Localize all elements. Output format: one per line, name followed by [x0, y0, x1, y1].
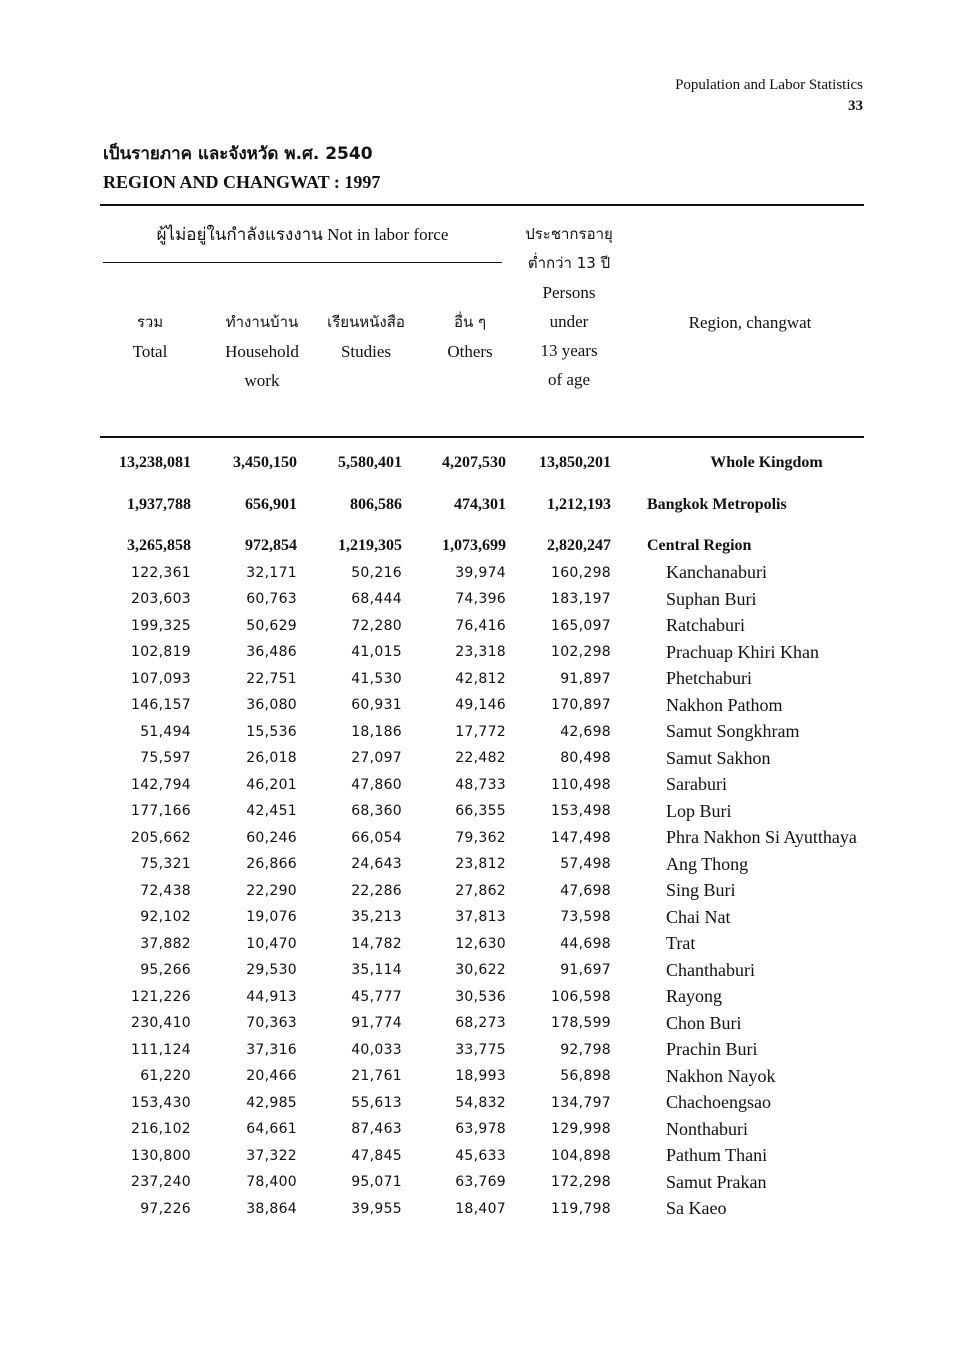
cell-household: 19,076 [246, 909, 297, 926]
cell-under13: 134,797 [551, 1094, 611, 1111]
cell-region-name: Chanthaburi [666, 959, 755, 980]
cell-region-name: Phra Nakhon Si Ayutthaya [666, 827, 857, 848]
cell-region-name: Lop Buri [666, 800, 732, 821]
cell-household: 656,901 [245, 495, 297, 513]
cell-region-name: Saraburi [666, 774, 727, 795]
col-header-under13-en2: under [549, 312, 589, 331]
cell-others: 63,978 [455, 1121, 506, 1138]
cell-household: 3,450,150 [233, 454, 297, 472]
col-header-under13 [516, 220, 622, 394]
cell-under13: 170,897 [551, 697, 611, 714]
cell-total: 75,321 [140, 856, 191, 873]
cell-studies: 806,586 [350, 495, 402, 513]
cell-region-name: Nakhon Nayok [666, 1065, 776, 1086]
spanner-header-text: ผู้ไม่อยู่ในกำลังแรงงาน Not in labor force [156, 225, 449, 244]
cell-others: 18,407 [455, 1200, 506, 1217]
table-row [100, 477, 886, 519]
cell-studies: 39,955 [351, 1200, 402, 1217]
cell-household: 44,913 [246, 988, 297, 1005]
table-row [100, 586, 886, 613]
cell-household: 10,470 [246, 935, 297, 952]
cell-others: 48,733 [455, 776, 506, 793]
table-row [100, 904, 886, 931]
table-title-thai: เป็นรายภาค และจังหวัด พ.ศ. 2540 [103, 144, 373, 164]
col-header-others-thai: อื่น ๆ [453, 313, 487, 331]
cell-total: 177,166 [131, 803, 191, 820]
cell-under13: 106,598 [551, 988, 611, 1005]
col-header-studies [315, 308, 417, 366]
cell-studies: 60,931 [351, 697, 402, 714]
cell-under13: 119,798 [551, 1200, 611, 1217]
cell-others: 23,812 [455, 856, 506, 873]
cell-household: 22,290 [246, 882, 297, 899]
table-row [100, 984, 886, 1011]
cell-household: 70,363 [246, 1015, 297, 1032]
cell-studies: 18,186 [351, 723, 402, 740]
cell-region-name: Sing Buri [666, 880, 736, 901]
cell-total: 146,157 [131, 697, 191, 714]
cell-others: 68,273 [455, 1015, 506, 1032]
table-row [100, 1090, 886, 1117]
cell-region-name: Prachin Buri [666, 1039, 758, 1060]
cell-household: 64,661 [246, 1121, 297, 1138]
cell-under13: 56,898 [560, 1068, 611, 1085]
cell-studies: 68,360 [351, 803, 402, 820]
cell-others: 30,622 [455, 962, 506, 979]
col-header-under13-en3: 13 years [540, 341, 598, 360]
col-header-studies-en: Studies [340, 342, 392, 361]
cell-studies: 91,774 [351, 1015, 402, 1032]
cell-others: 76,416 [455, 617, 506, 634]
cell-region-name: Suphan Buri [666, 588, 757, 609]
cell-region-name: Chai Nat [666, 906, 731, 927]
page-number: 33 [848, 98, 863, 114]
cell-others: 79,362 [455, 829, 506, 846]
cell-total: 142,794 [131, 776, 191, 793]
cell-studies: 27,097 [351, 750, 402, 767]
table-row [100, 518, 886, 560]
cell-studies: 45,777 [351, 988, 402, 1005]
cell-total: 230,410 [131, 1015, 191, 1032]
cell-others: 54,832 [455, 1094, 506, 1111]
cell-others: 17,772 [455, 723, 506, 740]
cell-household: 36,080 [246, 697, 297, 714]
cell-total: 1,937,788 [127, 495, 191, 513]
cell-total: 130,800 [131, 1147, 191, 1164]
cell-total: 205,662 [131, 829, 191, 846]
cell-household: 50,629 [246, 617, 297, 634]
cell-region-name: Central Region [647, 537, 752, 555]
cell-under13: 165,097 [551, 617, 611, 634]
cell-region-name: Chachoengsao [666, 1092, 771, 1113]
cell-under13: 13,850,201 [539, 454, 611, 472]
cell-under13: 2,820,247 [547, 537, 611, 555]
cell-others: 63,769 [455, 1174, 506, 1191]
cell-studies: 35,114 [351, 962, 402, 979]
cell-under13: 183,197 [551, 591, 611, 608]
cell-others: 30,536 [455, 988, 506, 1005]
cell-household: 42,451 [246, 803, 297, 820]
data-table [100, 450, 886, 1222]
cell-under13: 147,498 [551, 829, 611, 846]
running-head [675, 75, 863, 117]
cell-under13: 178,599 [551, 1015, 611, 1032]
cell-region-name: Trat [666, 933, 696, 954]
col-header-under13-en4: of age [547, 370, 590, 389]
table-row [100, 1010, 886, 1037]
cell-under13: 172,298 [551, 1174, 611, 1191]
cell-total: 13,238,081 [119, 454, 191, 472]
table-row [100, 719, 886, 746]
cell-under13: 91,697 [560, 962, 611, 979]
col-header-under13-thai2: ต่ำกว่า 13 ปี [527, 254, 611, 272]
top-rule [100, 204, 864, 206]
cell-under13: 42,698 [560, 723, 611, 740]
cell-under13: 80,498 [560, 750, 611, 767]
cell-studies: 66,054 [351, 829, 402, 846]
cell-region-name: Whole Kingdom [710, 454, 823, 472]
cell-total: 51,494 [140, 723, 191, 740]
cell-studies: 1,219,305 [338, 537, 402, 555]
table-row [100, 772, 886, 799]
cell-under13: 1,212,193 [547, 495, 611, 513]
cell-total: 111,124 [131, 1041, 191, 1058]
col-header-under13-en1: Persons [542, 283, 596, 302]
cell-region-name: Samut Sakhon [666, 747, 771, 768]
cell-household: 46,201 [246, 776, 297, 793]
cell-others: 27,862 [455, 882, 506, 899]
cell-studies: 24,643 [351, 856, 402, 873]
cell-others: 22,482 [455, 750, 506, 767]
table-row [100, 560, 886, 587]
table-row [100, 745, 886, 772]
cell-household: 78,400 [246, 1174, 297, 1191]
header-bottom-rule [100, 436, 864, 438]
cell-total: 203,603 [131, 591, 191, 608]
cell-region-name: Samut Prakan [666, 1171, 767, 1192]
col-header-household-en2: work [244, 371, 280, 390]
data-table-body [100, 450, 886, 1222]
cell-others: 49,146 [455, 697, 506, 714]
cell-others: 66,355 [455, 803, 506, 820]
cell-studies: 5,580,401 [338, 454, 402, 472]
cell-region-name: Rayong [666, 986, 722, 1007]
cell-under13: 57,498 [560, 856, 611, 873]
cell-total: 102,819 [131, 644, 191, 661]
spanner-header [103, 220, 502, 249]
cell-household: 15,536 [246, 723, 297, 740]
cell-household: 22,751 [246, 670, 297, 687]
cell-household: 60,246 [246, 829, 297, 846]
cell-under13: 160,298 [551, 564, 611, 581]
cell-household: 38,864 [246, 1200, 297, 1217]
table-title [103, 140, 380, 196]
cell-others: 474,301 [454, 495, 506, 513]
cell-studies: 47,860 [351, 776, 402, 793]
cell-others: 45,633 [455, 1147, 506, 1164]
cell-total: 199,325 [131, 617, 191, 634]
cell-under13: 129,998 [551, 1121, 611, 1138]
cell-region-name: Nakhon Pathom [666, 694, 783, 715]
table-title-english: REGION AND CHANGWAT : 1997 [103, 172, 381, 192]
cell-studies: 40,033 [351, 1041, 402, 1058]
table-row [100, 1169, 886, 1196]
table-row [100, 613, 886, 640]
col-header-household-thai: ทำงานบ้าน [225, 313, 299, 331]
cell-under13: 91,897 [560, 670, 611, 687]
cell-studies: 14,782 [351, 935, 402, 952]
cell-studies: 41,015 [351, 644, 402, 661]
table-row [100, 1196, 886, 1223]
cell-total: 237,240 [131, 1174, 191, 1191]
cell-studies: 50,216 [351, 564, 402, 581]
cell-region-name: Nonthaburi [666, 1118, 748, 1139]
cell-household: 42,985 [246, 1094, 297, 1111]
table-row [100, 1116, 886, 1143]
cell-under13: 104,898 [551, 1147, 611, 1164]
cell-region-name: Sa Kaeo [666, 1198, 727, 1219]
col-header-total-thai: รวม [136, 313, 164, 331]
cell-studies: 21,761 [351, 1068, 402, 1085]
cell-studies: 35,213 [351, 909, 402, 926]
cell-total: 61,220 [140, 1068, 191, 1085]
col-header-household [208, 308, 316, 395]
cell-studies: 47,845 [351, 1147, 402, 1164]
col-header-region-text: Region, changwat [688, 313, 812, 332]
cell-under13: 102,298 [551, 644, 611, 661]
spanner-rule [103, 262, 502, 263]
cell-total: 153,430 [131, 1094, 191, 1111]
table-row [100, 957, 886, 984]
cell-region-name: Bangkok Metropolis [647, 495, 787, 513]
cell-region-name: Prachuap Khiri Khan [666, 641, 819, 662]
col-header-household-en: Household [225, 342, 299, 361]
cell-total: 92,102 [140, 909, 191, 926]
running-head-subject: Population and Labor Statistics [675, 77, 863, 93]
cell-region-name: Samut Songkhram [666, 721, 800, 742]
cell-under13: 73,598 [560, 909, 611, 926]
cell-others: 39,974 [455, 564, 506, 581]
cell-others: 33,775 [455, 1041, 506, 1058]
cell-studies: 87,463 [351, 1121, 402, 1138]
cell-total: 121,226 [131, 988, 191, 1005]
cell-studies: 95,071 [351, 1174, 402, 1191]
table-row [100, 878, 886, 905]
cell-under13: 92,798 [560, 1041, 611, 1058]
cell-studies: 68,444 [351, 591, 402, 608]
table-row [100, 825, 886, 852]
cell-others: 42,812 [455, 670, 506, 687]
table-row [100, 639, 886, 666]
table-row [100, 1143, 886, 1170]
cell-under13: 44,698 [560, 935, 611, 952]
col-header-studies-thai: เรียนหนังสือ [327, 313, 405, 331]
cell-total: 216,102 [131, 1121, 191, 1138]
table-row [100, 666, 886, 693]
cell-household: 972,854 [245, 537, 297, 555]
cell-under13: 110,498 [551, 776, 611, 793]
table-row [100, 450, 886, 477]
cell-studies: 55,613 [351, 1094, 402, 1111]
cell-household: 60,763 [246, 591, 297, 608]
cell-others: 1,073,699 [442, 537, 506, 555]
cell-region-name: Chon Buri [666, 1012, 742, 1033]
cell-total: 122,361 [131, 564, 191, 581]
table-row [100, 798, 886, 825]
cell-household: 37,316 [246, 1041, 297, 1058]
cell-under13: 47,698 [560, 882, 611, 899]
cell-region-name: Pathum Thani [666, 1145, 768, 1166]
cell-household: 26,866 [246, 856, 297, 873]
cell-total: 95,266 [140, 962, 191, 979]
cell-household: 20,466 [246, 1068, 297, 1085]
table-row [100, 1037, 886, 1064]
cell-household: 36,486 [246, 644, 297, 661]
cell-region-name: Ang Thong [666, 853, 749, 874]
cell-total: 97,226 [140, 1200, 191, 1217]
col-header-total-en: Total [132, 342, 168, 361]
cell-region-name: Kanchanaburi [666, 562, 767, 583]
table-row [100, 931, 886, 958]
cell-total: 75,597 [140, 750, 191, 767]
cell-others: 37,813 [455, 909, 506, 926]
cell-total: 37,882 [140, 935, 191, 952]
cell-studies: 22,286 [351, 882, 402, 899]
cell-total: 72,438 [140, 882, 191, 899]
cell-household: 37,322 [246, 1147, 297, 1164]
cell-others: 18,993 [455, 1068, 506, 1085]
col-header-region [640, 308, 860, 337]
cell-others: 12,630 [455, 935, 506, 952]
cell-total: 107,093 [131, 670, 191, 687]
cell-household: 32,171 [246, 564, 297, 581]
col-header-others-en: Others [447, 342, 493, 361]
col-header-under13-thai1: ประชากรอายุ [525, 225, 613, 243]
cell-household: 26,018 [246, 750, 297, 767]
cell-household: 29,530 [246, 962, 297, 979]
col-header-others [425, 308, 515, 366]
col-header-total [105, 308, 195, 366]
cell-studies: 41,530 [351, 670, 402, 687]
table-row [100, 692, 886, 719]
cell-others: 4,207,530 [442, 454, 506, 472]
cell-total: 3,265,858 [127, 537, 191, 555]
cell-under13: 153,498 [551, 803, 611, 820]
cell-others: 23,318 [455, 644, 506, 661]
table-row [100, 851, 886, 878]
cell-region-name: Phetchaburi [666, 668, 752, 689]
table-row [100, 1063, 886, 1090]
cell-others: 74,396 [455, 591, 506, 608]
cell-studies: 72,280 [351, 617, 402, 634]
cell-region-name: Ratchaburi [666, 615, 745, 636]
